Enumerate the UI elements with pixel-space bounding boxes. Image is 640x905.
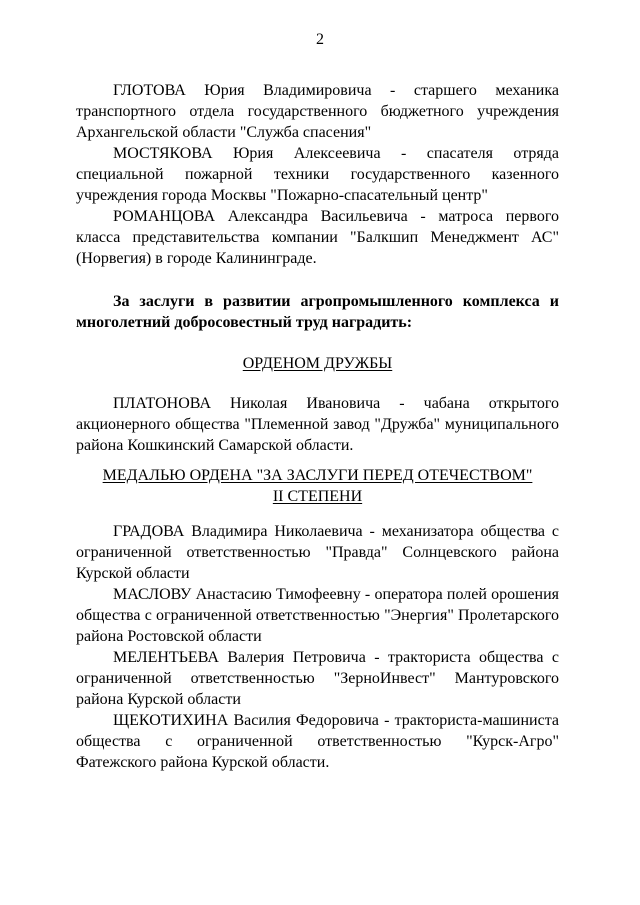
award-recipients-list-friendship [76, 393, 559, 456]
section-heading-agro [76, 291, 559, 333]
section-heading: За заслуги в развитии агропромышленного комплекса и многолетний добросовестный труд наградить: [76, 293, 559, 331]
award-title-order-friendship-wrap [76, 353, 559, 374]
award-title-medal-line1: МЕДАЛЬЮ ОРДЕНА "ЗА ЗАСЛУГИ ПЕРЕД ОТЕЧЕСТВОМ" [102, 467, 533, 484]
recipient-entry: ГРАДОВА Владимира Николаевича - механизатора общества с ограниченной ответственностью "Правда" Солнцевского района Курской области [76, 523, 559, 582]
recipient-entry: МАСЛОВУ Анастасию Тимофеевну - оператора полей орошения общества с ограниченной ответственностью "Энергия" Пролетарского района Ростовской области [76, 586, 559, 645]
recipient-entry: ПЛАТОНОВА Николая Ивановича - чабана открытого акционерного общества "Племенной завод "Дружба" муниципального района Кошкинский Самарской области. [76, 395, 559, 454]
recipient-entry: РОМАНЦОВА Александра Васильевича - матроса первого класса представительства компании "Балкшип Менеджмент АС" (Норвегия) в городе Калининграде. [76, 208, 559, 267]
recipient-entry: ЩЕКОТИХИНА Василия Федоровича - тракториста-машиниста общества с ограниченной ответственностью "Курск-Агро" Фатежского района Курской области. [76, 712, 559, 771]
award-recipients-list-medal [76, 521, 559, 773]
recipient-entry: МЕЛЕНТЬЕВА Валерия Петровича - тракториста общества с ограниченной ответственностью "ЗерноИнвест" Мантуровского района Курской области [76, 649, 559, 708]
award-title-order-friendship: ОРДЕНОМ ДРУЖБЫ [242, 355, 393, 372]
award-title-medal-line2: II СТЕПЕНИ [272, 488, 363, 505]
award-title-medal-wrap [76, 465, 559, 507]
recipient-entry: ГЛОТОВА Юрия Владимировича - старшего механика транспортного отдела государственного бюджетного учреждения Архангельской области "Служба спасения" [76, 82, 559, 141]
page-number: 2 [316, 31, 324, 48]
award-recipients-list-rescue [76, 80, 559, 269]
recipient-entry: МОСТЯКОВА Юрия Алексеевича - спасателя отряда специальной пожарной техники государственного казенного учреждения города Москвы "Пожарно-спасательный центр" [76, 145, 559, 204]
